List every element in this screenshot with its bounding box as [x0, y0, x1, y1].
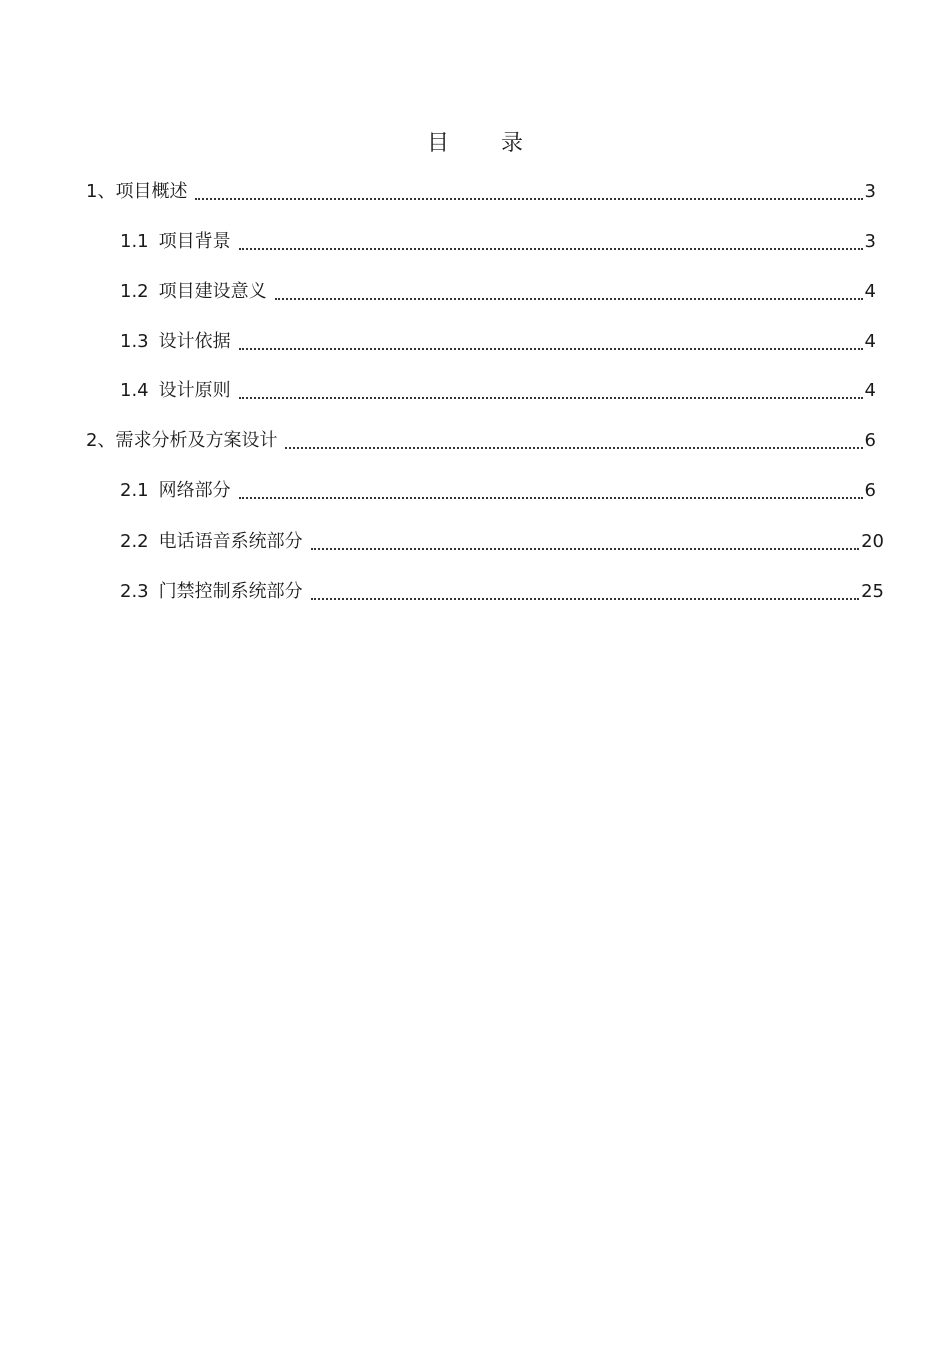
toc-entry-number: 1.4 — [120, 380, 149, 401]
dot-leader — [195, 198, 862, 200]
toc-entry-number: 2.1 — [120, 480, 149, 501]
toc-entry-page: 20 — [861, 531, 884, 552]
dot-leader — [239, 497, 863, 499]
toc-entry-label: 设计依据 — [158, 331, 231, 352]
toc-entry-label: 项目概述 — [115, 181, 188, 202]
toc-entry-page: 4 — [864, 331, 876, 352]
toc-entry-number: 1.2 — [120, 281, 149, 302]
toc-entry[interactable] — [120, 478, 876, 504]
toc-entry-label: 电话语音系统部分 — [158, 531, 303, 552]
toc-entry[interactable] — [86, 428, 876, 454]
toc-entry[interactable] — [120, 279, 876, 305]
toc-entry-number: 1、 — [86, 181, 116, 202]
toc-entry[interactable] — [120, 329, 876, 355]
toc-entry-number: 2.3 — [120, 581, 149, 602]
toc-entry-number: 2.2 — [120, 531, 149, 552]
toc-entry-page: 25 — [861, 581, 884, 602]
toc-entry[interactable] — [120, 229, 876, 255]
dot-leader — [239, 348, 863, 350]
toc-entry-number: 1.1 — [120, 231, 149, 252]
toc-entry-label: 项目背景 — [158, 231, 231, 252]
toc-entry-number: 1.3 — [120, 331, 149, 352]
toc-entry[interactable] — [120, 378, 876, 404]
toc-entry-label: 项目建设意义 — [158, 281, 267, 302]
toc-title-part1: 目 — [426, 131, 449, 156]
toc-entry-page: 4 — [864, 281, 876, 302]
toc-entry-number: 2、 — [86, 430, 116, 451]
dot-leader — [239, 397, 863, 399]
dot-leader — [311, 548, 859, 550]
toc-entry-page: 3 — [864, 231, 876, 252]
toc-entry-label: 网络部分 — [158, 480, 231, 501]
toc-entry-page: 4 — [864, 380, 876, 401]
toc-entry-page: 3 — [864, 181, 876, 202]
toc-entry[interactable] — [120, 529, 884, 555]
dot-leader — [239, 248, 863, 250]
toc-entry-label: 设计原则 — [158, 380, 231, 401]
toc-entry-label: 门禁控制系统部分 — [158, 581, 303, 602]
toc-entry-label: 需求分析及方案设计 — [115, 430, 278, 451]
dot-leader — [285, 447, 862, 449]
toc-entry-page: 6 — [864, 480, 876, 501]
toc-entry[interactable] — [120, 579, 884, 605]
dot-leader — [311, 598, 859, 600]
dot-leader — [275, 298, 863, 300]
toc-entry[interactable] — [86, 179, 876, 205]
toc-entry-page: 6 — [864, 430, 876, 451]
toc-title-part2: 录 — [501, 131, 524, 156]
